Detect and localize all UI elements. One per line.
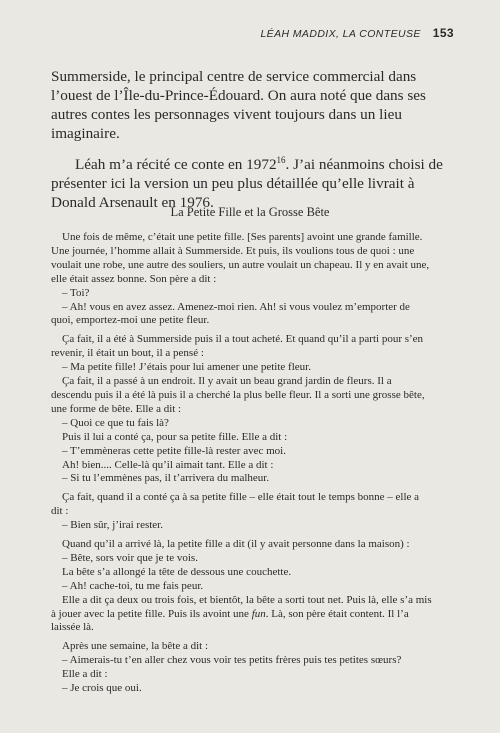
footnote-ref: 16 (276, 155, 286, 165)
intro-paragraph-1: Summerside, le principal centre de service commercial dans l’ouest de l’Île-du-Prince-Édouard. On aura noté que dans ses autres contes les personnages vivent toujours dans un lieu imaginaire. (51, 68, 426, 142)
intro-text (51, 67, 456, 212)
page-number: 153 (432, 26, 454, 40)
story-paragraph (51, 594, 432, 636)
dialogue-line: – Bien sûr, j’irai rester. (62, 519, 163, 532)
s18-end: . Là, son père était content. Il l’a laissée là. (51, 607, 409, 634)
running-header (260, 26, 454, 40)
story-paragraph: Après une semaine, la bête a dit : (62, 640, 209, 653)
story-paragraph: La bête s’a allongé la tête de dessous une couchette. (62, 565, 292, 578)
story-paragraph: Ça fait, quand il a conté ça à sa petite fille – elle était tout le temps bonne – elle a dit : (51, 491, 420, 518)
dialogue-line: – Je crois que oui. (62, 682, 142, 695)
story-body (51, 231, 432, 696)
intro-p2-end: . J’ai néanmoins choisi de présenter ici la version un peu plus détaillée qu’elle livrait à Donald Arsenault en 1976. (51, 156, 443, 212)
intro-p2-start: Léah m’a récité ce conte en 1972 (75, 156, 277, 174)
story-title: La Petite Fille et la Grosse Bête (170, 205, 330, 219)
dialogue-line: – Ah! cache-toi, tu me fais peur. (62, 579, 204, 592)
story-paragraph: Ça fait, il a passé à un endroit. Il y avait un beau grand jardin de fleurs. Il a descendu puis il a été là puis il a cherché la plus belle fleur. Il a sorti une grosse bête, une forme de bête. Elle a dit : (51, 375, 425, 415)
dialogue-line: – Aimerais-tu t’en aller chez vous voir tes petits frères puis tes petites sœurs? (62, 654, 402, 667)
story-paragraph: Une fois de même, c’était une petite fille. [Ses parents] avoint une grande famille. Une journée, l’homme allait à Summerside. Et puis, ils voulions tous de quoi : une voulait une robe, une autre des souliers, un autre voulait un chapeau. Il y en avait une, elle était assez bonne. Son père a dit : (51, 231, 430, 285)
intro-paragraph-2 (51, 151, 456, 212)
dialogue-line: – Toi? (62, 286, 90, 299)
dialogue-line: – Bête, sors voir que je te vois. (62, 551, 198, 564)
story-paragraph: Ah! bien.... Celle-là qu’il aimait tant. Elle a dit : (62, 458, 274, 471)
dialogue-line: – Ah! vous en avez assez. Amenez-moi rien. Ah! si vous voulez m’emporter de quoi, emportez-moi une petite fleur. (51, 300, 410, 327)
s18-start: Elle a dit ça deux ou trois fois, et bientôt, la bête a sorti tout net. Puis là, elle s’a mis à jouer avec la petite fille. Puis ils avoint une (51, 593, 432, 620)
s18-emphasis: fun (251, 607, 266, 620)
story-paragraph: Ça fait, il a été à Summerside puis il a tout acheté. Et quand qu’il a parti pour s’en revenir, il était un bout, il a pensé : (51, 333, 424, 360)
story-paragraph: Puis il lui a conté ça, pour sa petite fille. Elle a dit : (62, 430, 288, 443)
running-title: LÉAH MADDIX, LA CONTEUSE (260, 28, 421, 40)
dialogue-line: – Si tu l’emmènes pas, il t’arrivera du malheur. (62, 472, 270, 485)
story-paragraph: Quand qu’il a arrivé là, la petite fille a dit (il y avait personne dans la maison) : (62, 538, 410, 551)
dialogue-line: – T’emmèneras cette petite fille-là rester avec moi. (62, 444, 286, 457)
story-paragraph: Elle a dit : (62, 668, 108, 681)
dialogue-line: – Quoi ce que tu fais là? (62, 416, 169, 429)
dialogue-line: – Ma petite fille! J’étais pour lui amener une petite fleur. (62, 361, 311, 374)
